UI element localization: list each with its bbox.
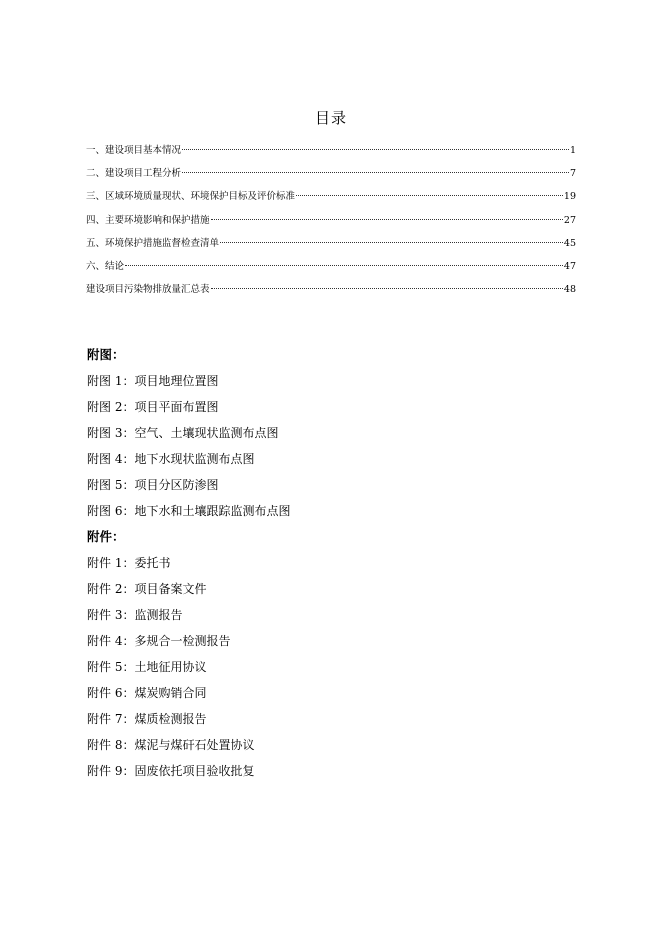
table-of-contents <box>86 139 576 301</box>
toc-entry[interactable] <box>86 185 576 208</box>
toc-entry-label: 六、结论 <box>86 260 125 272</box>
figure-item: 附图 1：项目地理位置图 <box>87 374 219 388</box>
toc-leader-dots <box>182 172 569 173</box>
toc-entry-label: 一、建设项目基本情况 <box>86 145 182 156</box>
figures-heading: 附图： <box>87 347 125 362</box>
attachments-heading: 附件： <box>87 529 125 544</box>
toc-entry[interactable] <box>86 162 576 185</box>
toc-entry-page: 19 <box>563 191 576 203</box>
attachment-item: 附件 8：煤泥与煤矸石处置协议 <box>87 738 255 752</box>
figure-item: 附图 6：地下水和土壤跟踪监测布点图 <box>87 504 291 518</box>
toc-entry-label: 五、环境保护措施监督检查清单 <box>86 237 220 249</box>
toc-entry[interactable] <box>86 139 576 162</box>
appendix-list <box>87 342 567 784</box>
toc-entry-label: 三、区域环境质量现状、环境保护目标及评价标准 <box>86 191 296 203</box>
toc-leader-dots <box>182 149 569 150</box>
toc-leader-dots <box>211 219 563 220</box>
attachment-item: 附件 6：煤炭购销合同 <box>87 686 207 700</box>
figure-item: 附图 3：空气、土壤现状监测布点图 <box>87 426 279 440</box>
attachment-item: 附件 3：监测报告 <box>87 608 183 622</box>
figure-item: 附图 4：地下水现状监测布点图 <box>87 452 255 466</box>
figure-item: 附图 2：项目平面布置图 <box>87 400 219 414</box>
toc-entry-page: 48 <box>563 284 576 296</box>
toc-entry-page: 27 <box>563 214 576 226</box>
toc-leader-dots <box>211 288 563 289</box>
toc-entry-label: 二、建设项目工程分析 <box>86 168 182 180</box>
attachment-item: 附件 1：委托书 <box>87 556 171 570</box>
attachment-item: 附件 4：多规合一检测报告 <box>87 634 231 648</box>
toc-leader-dots <box>296 195 563 196</box>
figure-item: 附图 5：项目分区防渗图 <box>87 478 219 492</box>
attachment-item: 附件 5：土地征用协议 <box>87 660 207 674</box>
toc-entry-label: 四、主要环境影响和保护措施 <box>86 214 210 226</box>
attachment-item: 附件 7：煤质检测报告 <box>87 712 207 726</box>
toc-entry-label: 建设项目污染物排放量汇总表 <box>86 284 210 296</box>
toc-entry[interactable] <box>86 232 576 255</box>
toc-entry-page: 1 <box>569 145 576 156</box>
attachment-item: 附件 2：项目备案文件 <box>87 582 207 596</box>
toc-entry-page: 45 <box>563 237 576 249</box>
toc-entry[interactable] <box>86 278 576 301</box>
attachment-item: 附件 9：固废依托项目验收批复 <box>87 764 255 778</box>
toc-entry-page: 7 <box>569 168 576 180</box>
toc-leader-dots <box>220 242 563 243</box>
toc-title: 目录 <box>314 109 347 127</box>
toc-leader-dots <box>125 265 563 266</box>
toc-entry[interactable] <box>86 255 576 278</box>
toc-entry-page: 47 <box>563 260 576 272</box>
toc-entry[interactable] <box>86 209 576 232</box>
